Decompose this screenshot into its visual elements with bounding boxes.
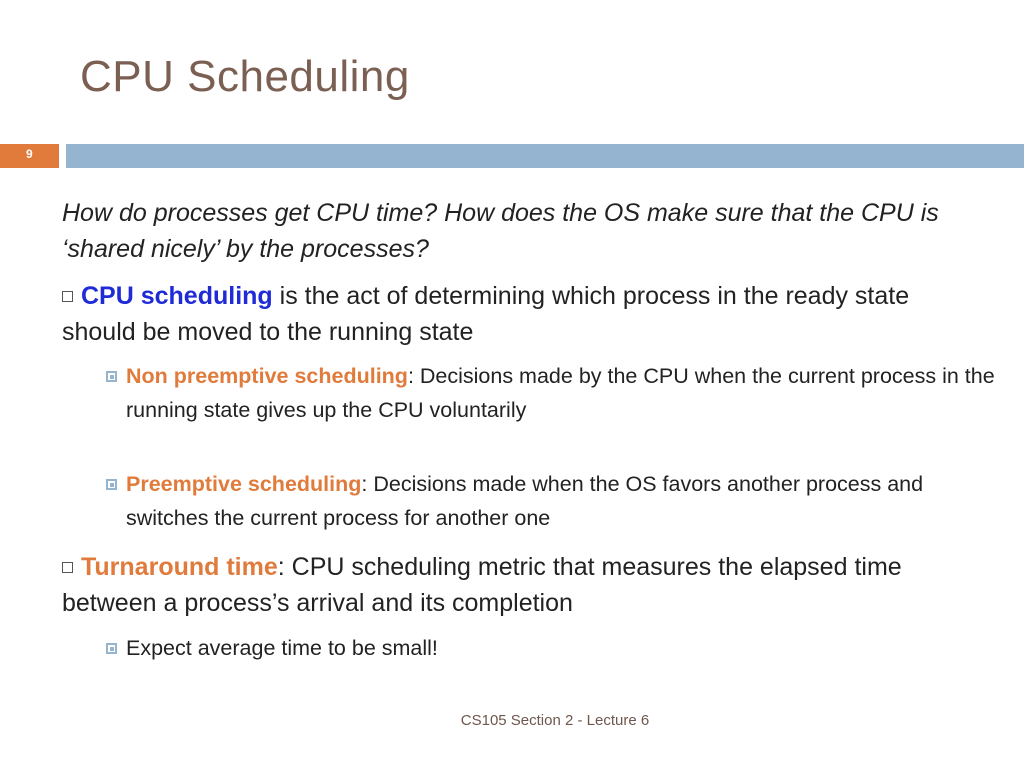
sub-bullet-non-preemptive (106, 359, 996, 427)
header-accent-bar (66, 144, 1024, 168)
sub-bullet-text: : Decisions made when the OS favors another process and switches the current process for another one (126, 472, 924, 530)
hollow-square-icon (62, 291, 73, 302)
bullet-cpu-scheduling (62, 278, 962, 350)
keyword-preemptive: Preemptive scheduling (126, 472, 362, 496)
sub-bullet-expect-small (106, 631, 996, 665)
keyword-non-preemptive: Non preemptive scheduling (126, 364, 408, 388)
filled-square-bullet-icon (106, 371, 117, 382)
keyword-turnaround-time: Turnaround time (81, 553, 278, 581)
slide-number: 9 (26, 147, 33, 161)
sub-bullet-preemptive (106, 467, 996, 535)
slide-number-box (0, 144, 59, 168)
bullet-turnaround-time (62, 549, 962, 621)
sub-bullet-text: Expect average time to be small! (126, 636, 438, 660)
slide-footer: CS105 Section 2 - Lecture 6 (460, 712, 650, 729)
keyword-cpu-scheduling: CPU scheduling (81, 282, 273, 310)
filled-square-bullet-icon (106, 643, 117, 654)
bullet-text: : CPU scheduling metric that measures the elapsed time between a process’s arrival and its completion (62, 553, 902, 617)
intro-question: How do processes get CPU time? How does the OS make sure that the CPU is ‘shared nicely’ by the processes? (62, 199, 939, 263)
filled-square-bullet-icon (106, 479, 117, 490)
sub-bullet-text: : Decisions made by the CPU when the current process in the running state gives up the CPU voluntarily (126, 364, 995, 422)
hollow-square-icon (62, 562, 73, 573)
slide-title: CPU Scheduling (80, 52, 410, 101)
bullet-text: is the act of determining which process in the ready state should be moved to the running state (62, 282, 910, 346)
